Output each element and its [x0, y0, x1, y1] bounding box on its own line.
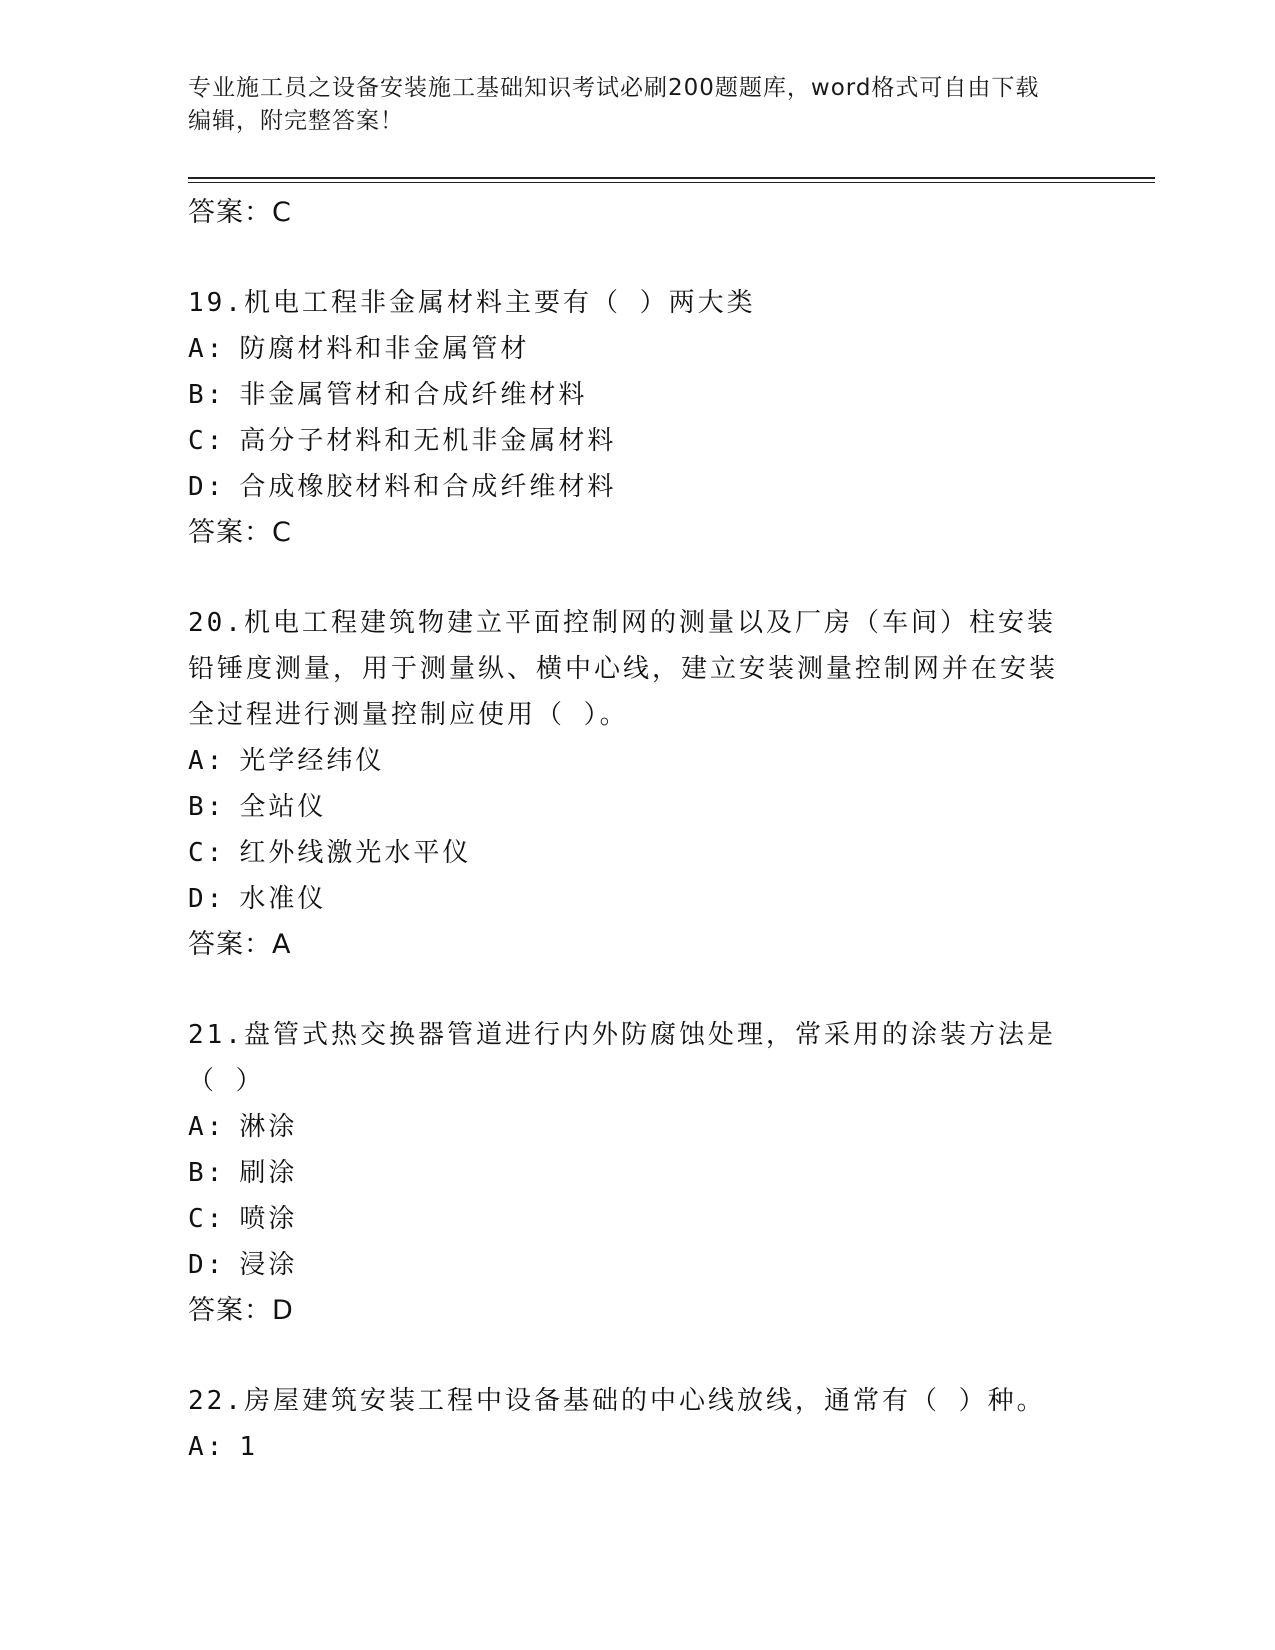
option-d	[188, 464, 1088, 510]
option-letter: B:	[188, 792, 226, 822]
option-letter: C:	[188, 1204, 226, 1234]
option-a	[188, 738, 1088, 784]
question-21	[188, 1012, 1088, 1334]
document-header	[188, 72, 1068, 138]
option-b	[188, 784, 1088, 830]
question-stem: 19.机电工程非金属材料主要有（ ）两大类	[188, 288, 756, 318]
option-letter: D:	[188, 1250, 226, 1280]
option-a	[188, 1424, 1088, 1470]
question-20	[188, 600, 1088, 968]
option-text: 合成橡胶材料和合成纤维材料	[239, 472, 617, 502]
option-d	[188, 1242, 1088, 1288]
option-text: 防腐材料和非金属管材	[239, 334, 530, 364]
option-text: 非金属管材和合成纤维材料	[239, 380, 588, 410]
option-letter: D:	[188, 472, 226, 502]
answer-line: 答案：C	[188, 517, 292, 548]
option-c	[188, 418, 1088, 464]
option-text: 刷涂	[239, 1158, 298, 1188]
option-letter: A:	[188, 1112, 226, 1142]
option-text: 光学经纬仪	[239, 746, 385, 776]
option-letter: D:	[188, 884, 226, 914]
option-text: 水准仪	[239, 884, 327, 914]
option-b	[188, 1150, 1088, 1196]
option-c	[188, 1196, 1088, 1242]
option-text: 高分子材料和无机非金属材料	[239, 426, 617, 456]
question-stem: 20.机电工程建筑物建立平面控制网的测量以及厂房（车间）柱安装铅锤度测量，用于测量纵、横中心线，建立安装测量控制网并在安装全过程进行测量控制应使用（ ）。	[188, 608, 1059, 730]
header-line-1: 专业施工员之设备安装施工基础知识考试必刷200题题库，word格式可自由下载	[188, 75, 1040, 101]
option-text: 1	[239, 1432, 258, 1462]
option-letter: C:	[188, 838, 226, 868]
option-text: 全站仪	[239, 792, 327, 822]
option-text: 浸涂	[239, 1250, 298, 1280]
answer-line: 答案：C	[188, 197, 292, 228]
answer-line: 答案：A	[188, 929, 292, 960]
question-list	[188, 190, 1088, 1470]
question-22	[188, 1378, 1088, 1470]
option-text: 喷涂	[239, 1204, 298, 1234]
option-letter: A:	[188, 1432, 226, 1462]
option-b	[188, 372, 1088, 418]
option-letter: A:	[188, 334, 226, 364]
header-line-2: 编辑，附完整答案！	[188, 108, 404, 134]
header-divider-thick	[188, 177, 1155, 179]
option-text: 淋涂	[239, 1112, 298, 1142]
option-letter: B:	[188, 380, 226, 410]
option-a	[188, 1104, 1088, 1150]
option-text: 红外线激光水平仪	[239, 838, 472, 868]
option-d	[188, 876, 1088, 922]
option-letter: A:	[188, 746, 226, 776]
question-stem: 21.盘管式热交换器管道进行内外防腐蚀处理，常采用的涂装方法是（ ）	[188, 1020, 1056, 1096]
header-divider-thin	[188, 182, 1155, 183]
option-a	[188, 326, 1088, 372]
answer-line: 答案：D	[188, 1295, 294, 1326]
option-letter: B:	[188, 1158, 226, 1188]
option-letter: C:	[188, 426, 226, 456]
option-c	[188, 830, 1088, 876]
question-19	[188, 280, 1088, 556]
question-stem: 22.房屋建筑安装工程中设备基础的中心线放线，通常有（ ）种。	[188, 1386, 1046, 1416]
